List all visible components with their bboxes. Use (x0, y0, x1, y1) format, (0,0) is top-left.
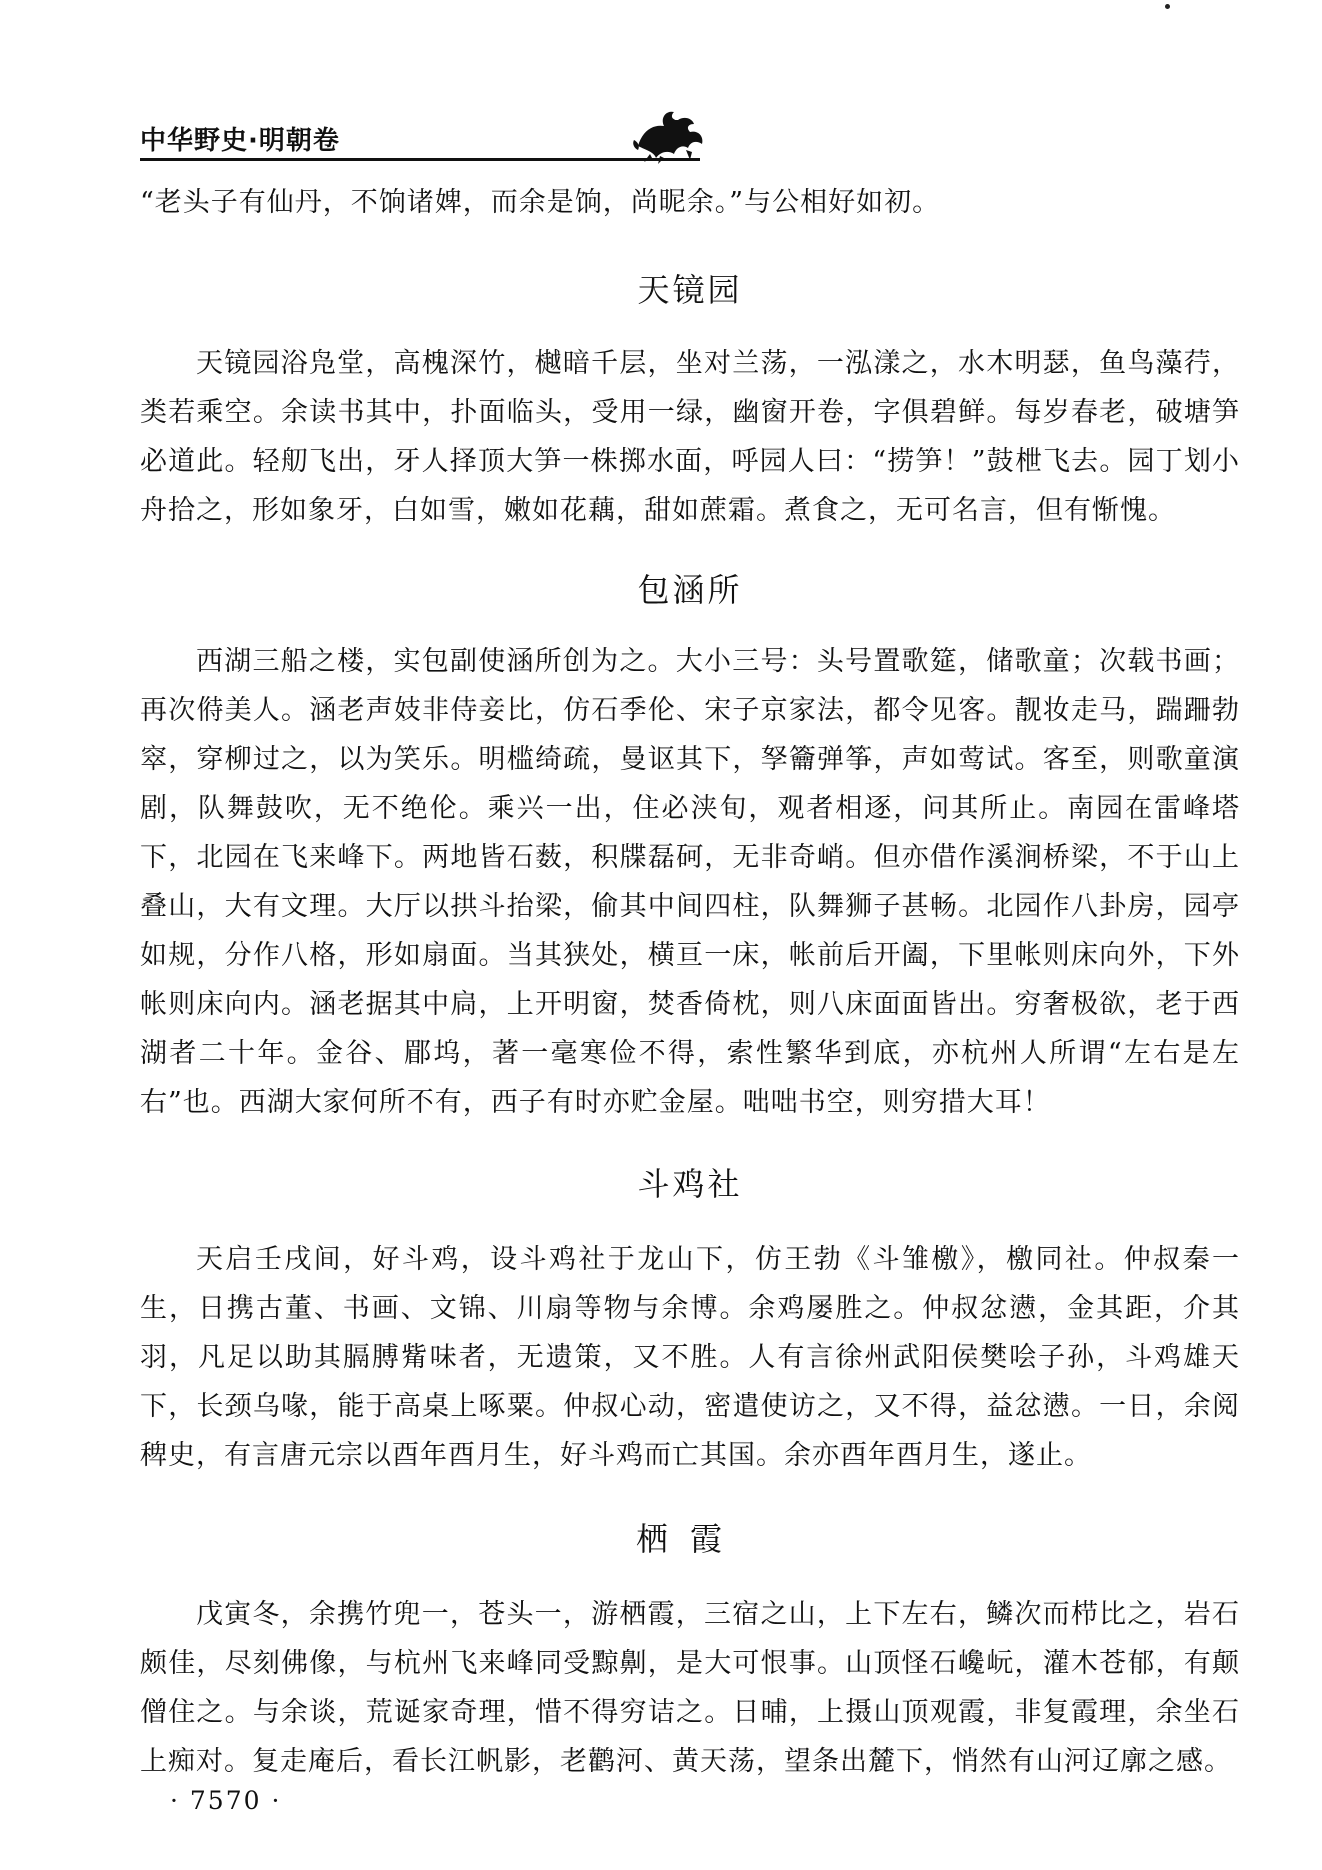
running-header (140, 108, 1240, 168)
dragon-emblem-icon (630, 106, 710, 164)
intro-line: “老头子有仙丹，不饷诸婢，而余是饷，尚昵余。”与公相好如初。 (140, 187, 941, 218)
section-paragraph: 戊寅冬，余携竹兜一，苍头一，游栖霞，三宿之山，上下左右，鳞次而栉比之，岩石颇佳，尽刻佛像，与杭州飞来峰同受黥劓，是大可恨事。山顶怪石巉岏，灌木苍郁，有颠僧住之。与余谈，荒诞家奇理，惜不得穷诘之。日晡，上摄山顶观霞，非复霞理，余坐石上痴对。复走庵后，看长江帆影，老鹳河、黄天荡，望条出麓下，悄然有山河辽廓之感。 (140, 1599, 1240, 1777)
section-paragraph: 西湖三船之楼，实包副使涵所创为之。大小三号：头号置歌筵，储歌童；次载书画；再次偫美人。涵老声妓非侍妾比，仿石季伦、宋子京家法，都令见客。靓妆走马，踹跚勃窣，穿柳过之，以为笑乐。明槛绮疏，曼讴其下，孥籥弹筝，声如莺试。客至，则歌童演剧，队舞鼓吹，无不绝伦。乘兴一出，住必浃旬，观者相逐，问其所止。南园在雷峰塔下，北园在飞来峰下。两地皆石薮，积牒磊砢，无非奇峭。但亦借作溪涧桥梁，不于山上叠山，大有文理。大厅以拱斗抬梁，偷其中间四柱，队舞狮子甚畅。北园作八卦房，园亭如规，分作八格，形如扇面。当其狭处，横亘一床，帐前后开阖，下里帐则床向外，下外帐则床向内。涵老据其中扃，上开明窗，焚香倚枕，则八床面面皆出。穷奢极欲，老于西湖者二十年。金谷、郿坞，著一毫寒俭不得，索性繁华到底，亦杭州人所谓“左右是左右”也。西湖大家何所不有，西子有时亦贮金屋。咄咄书空，则穷措大耳！ (140, 646, 1240, 1118)
main-text (140, 178, 1240, 1786)
section-title-qixia: 栖霞 (635, 1520, 744, 1558)
page-number: · 7570 · (170, 1786, 282, 1815)
section-title-doujishe: 斗鸡社 (637, 1165, 743, 1203)
header-rule (140, 158, 700, 161)
section-title-baohansuo: 包涵所 (637, 571, 743, 609)
book-title: 中华野史·明朝卷 (140, 126, 340, 156)
scan-speck (1165, 4, 1170, 9)
section-title-tianjingyuan: 天镜园 (637, 271, 743, 309)
section-paragraph: 天镜园浴凫堂，高槐深竹，樾暗千层，坐对兰荡，一泓漾之，水木明瑟，鱼鸟藻荇，类若乘空。余读书其中，扑面临头，受用一绿，幽窗开卷，字俱碧鲜。每岁春老，破塘笋必道此。轻舠飞出，牙人择顶大笋一株掷水面，呼园人曰：“捞笋！”鼓枻飞去。园丁划小舟拾之，形如象牙，白如雪，嫩如花藕，甜如蔗霜。煮食之，无可名言，但有惭愧。 (140, 348, 1240, 526)
section-paragraph: 天启壬戌间，好斗鸡，设斗鸡社于龙山下，仿王勃《斗雏檄》，檄同社。仲叔秦一生，日携古董、书画、文锦、川扇等物与余博。余鸡屡胜之。仲叔忿懑，金其距，介其羽，凡足以助其膈膊觜味者，无遗策，又不胜。人有言徐州武阳侯樊哙子孙，斗鸡雄天下，长颈乌喙，能于高桌上啄粟。仲叔心动，密遣使访之，又不得，益忿懑。一日，余阅稗史，有言唐元宗以酉年酉月生，好斗鸡而亡其国。余亦酉年酉月生，遂止。 (140, 1244, 1240, 1471)
